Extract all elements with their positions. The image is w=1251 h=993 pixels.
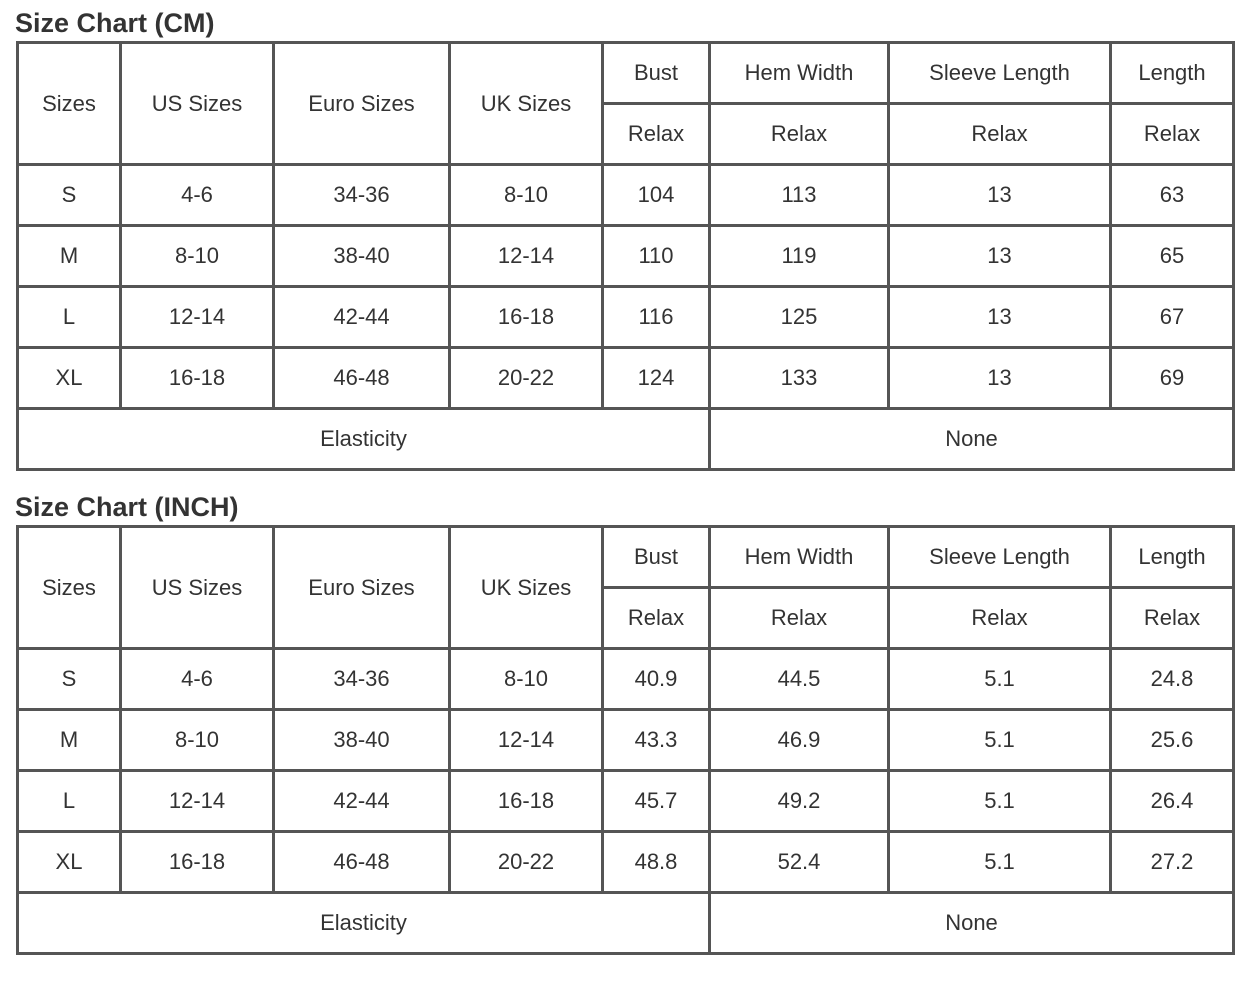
header-hem-width: Hem Width [710,43,889,104]
cell-length: 26.4 [1111,771,1234,832]
subheader-relax: Relax [710,588,889,649]
cell-sleeve: 13 [889,226,1111,287]
cell-euro: 42-44 [274,771,450,832]
cell-length: 25.6 [1111,710,1234,771]
subheader-relax: Relax [603,588,710,649]
cell-sleeve: 5.1 [889,710,1111,771]
cell-euro: 46-48 [274,832,450,893]
cell-uk: 20-22 [450,348,603,409]
cell-hem: 46.9 [710,710,889,771]
subheader-relax: Relax [710,104,889,165]
cell-euro: 42-44 [274,287,450,348]
cell-bust: 45.7 [603,771,710,832]
cell-bust: 48.8 [603,832,710,893]
cell-length: 69 [1111,348,1234,409]
cell-us: 8-10 [121,226,274,287]
cell-size: XL [18,832,121,893]
cell-size: S [18,649,121,710]
cell-bust: 40.9 [603,649,710,710]
cell-sleeve: 13 [889,165,1111,226]
size-chart-cm-title: Size Chart (CM) [15,8,215,38]
header-us-sizes: US Sizes [121,527,274,649]
header-sleeve-length: Sleeve Length [889,43,1111,104]
cell-size: S [18,165,121,226]
cell-hem: 52.4 [710,832,889,893]
elasticity-label: Elasticity [18,893,710,954]
elasticity-value: None [710,893,1234,954]
cell-uk: 16-18 [450,287,603,348]
cell-hem: 44.5 [710,649,889,710]
cell-hem: 133 [710,348,889,409]
cell-sleeve: 5.1 [889,649,1111,710]
header-us-sizes: US Sizes [121,43,274,165]
cell-us: 4-6 [121,165,274,226]
cell-uk: 16-18 [450,771,603,832]
table-row [18,832,1234,893]
header-sizes: Sizes [18,527,121,649]
cell-sleeve: 13 [889,348,1111,409]
cell-bust: 116 [603,287,710,348]
cell-bust: 43.3 [603,710,710,771]
table-row [18,710,1234,771]
subheader-relax: Relax [603,104,710,165]
table-row [18,649,1234,710]
header-uk-sizes: UK Sizes [450,43,603,165]
header-uk-sizes: UK Sizes [450,527,603,649]
cell-us: 12-14 [121,771,274,832]
header-hem-width: Hem Width [710,527,889,588]
subheader-relax: Relax [1111,104,1234,165]
cell-length: 27.2 [1111,832,1234,893]
cell-euro: 38-40 [274,710,450,771]
cell-length: 24.8 [1111,649,1234,710]
subheader-relax: Relax [1111,588,1234,649]
header-row [18,527,1234,588]
cell-length: 63 [1111,165,1234,226]
header-sizes: Sizes [18,43,121,165]
cell-hem: 125 [710,287,889,348]
cell-bust: 110 [603,226,710,287]
cell-size: M [18,226,121,287]
size-chart-inch-table [16,525,1235,955]
table-row [18,226,1234,287]
cell-uk: 12-14 [450,226,603,287]
cell-us: 8-10 [121,710,274,771]
cell-euro: 34-36 [274,649,450,710]
cell-euro: 46-48 [274,348,450,409]
cell-hem: 113 [710,165,889,226]
cell-sleeve: 5.1 [889,771,1111,832]
cell-us: 16-18 [121,832,274,893]
cell-hem: 119 [710,226,889,287]
cell-bust: 124 [603,348,710,409]
subheader-relax: Relax [889,104,1111,165]
subheader-relax: Relax [889,588,1111,649]
cell-uk: 20-22 [450,832,603,893]
cell-bust: 104 [603,165,710,226]
table-row [18,348,1234,409]
elasticity-value: None [710,409,1234,470]
size-chart-cm-table [16,41,1235,471]
elasticity-row [18,893,1234,954]
header-row [18,43,1234,104]
cell-length: 67 [1111,287,1234,348]
cell-size: L [18,771,121,832]
size-chart-inch-title: Size Chart (INCH) [15,492,239,522]
cell-euro: 38-40 [274,226,450,287]
header-sleeve-length: Sleeve Length [889,527,1111,588]
cell-hem: 49.2 [710,771,889,832]
table-row [18,771,1234,832]
header-bust: Bust [603,43,710,104]
cell-uk: 12-14 [450,710,603,771]
cell-sleeve: 13 [889,287,1111,348]
table-row [18,165,1234,226]
cell-size: L [18,287,121,348]
header-bust: Bust [603,527,710,588]
cell-sleeve: 5.1 [889,832,1111,893]
header-euro-sizes: Euro Sizes [274,43,450,165]
cell-size: M [18,710,121,771]
cell-size: XL [18,348,121,409]
table-row [18,287,1234,348]
cell-length: 65 [1111,226,1234,287]
header-length: Length [1111,43,1234,104]
cell-uk: 8-10 [450,649,603,710]
header-euro-sizes: Euro Sizes [274,527,450,649]
elasticity-label: Elasticity [18,409,710,470]
cell-euro: 34-36 [274,165,450,226]
cell-uk: 8-10 [450,165,603,226]
elasticity-row [18,409,1234,470]
cell-us: 4-6 [121,649,274,710]
header-length: Length [1111,527,1234,588]
cell-us: 16-18 [121,348,274,409]
cell-us: 12-14 [121,287,274,348]
